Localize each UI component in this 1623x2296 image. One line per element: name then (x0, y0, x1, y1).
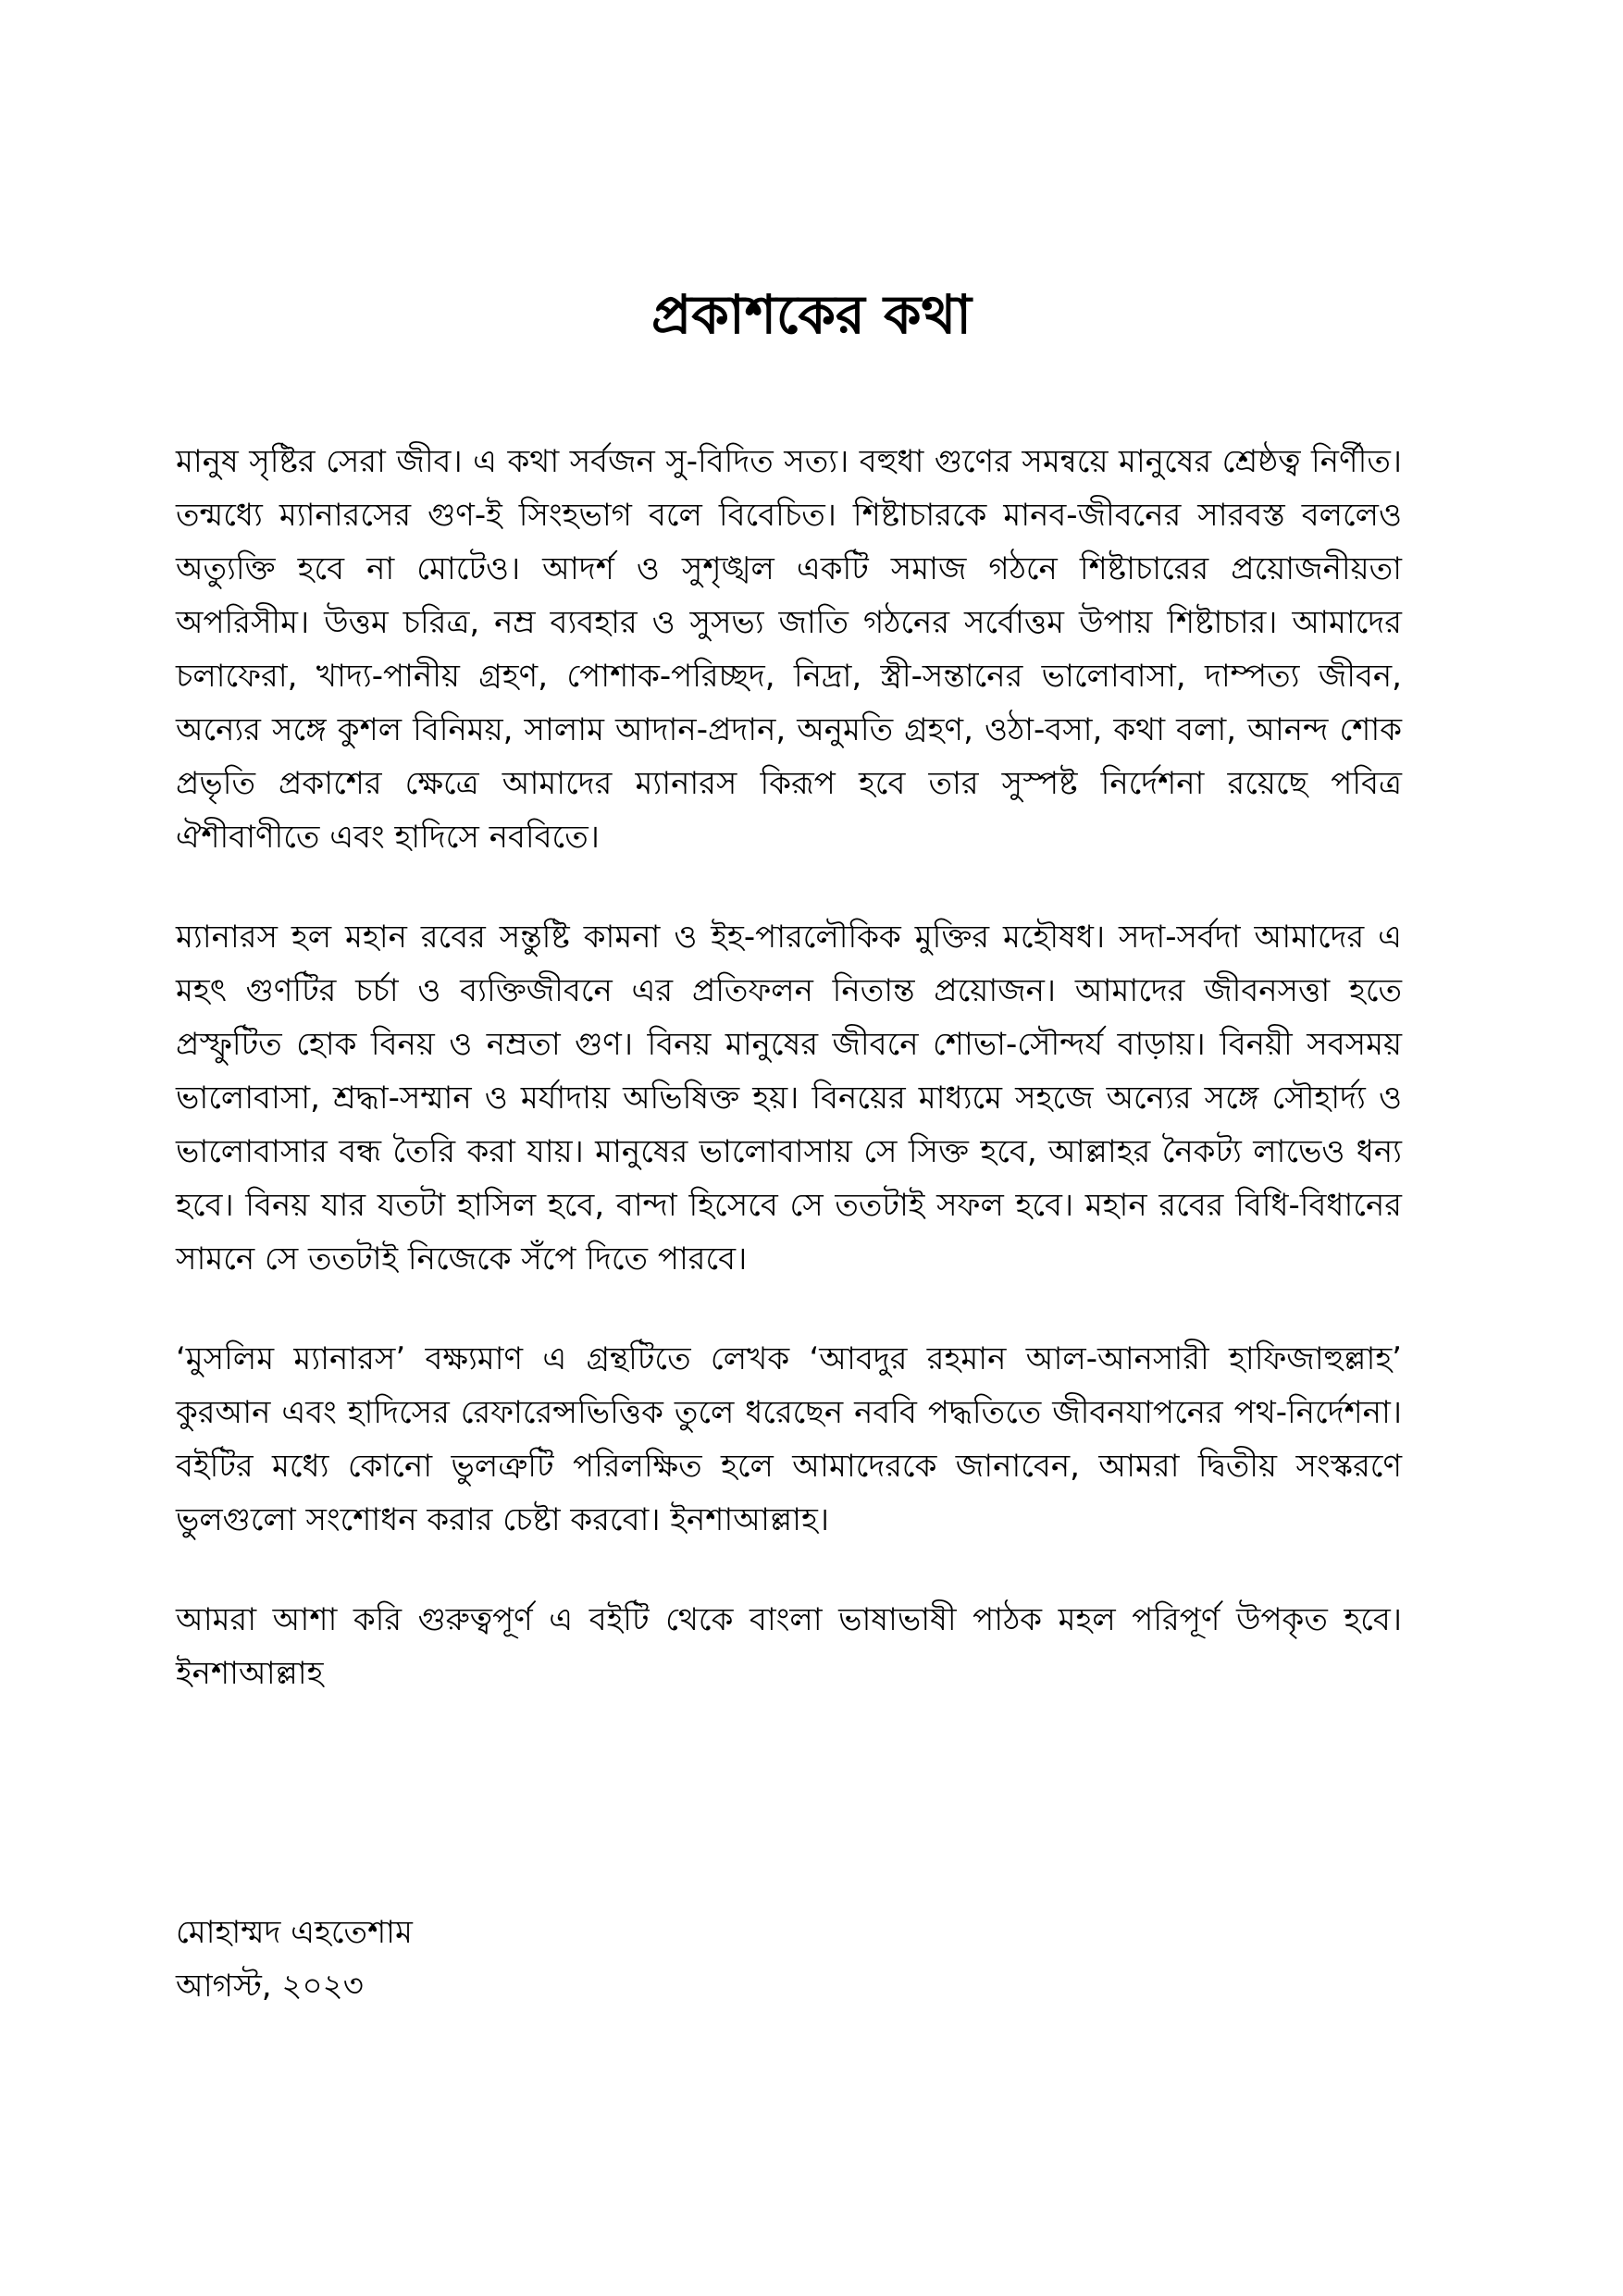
signature-date: আগস্ট, ২০২৩ (176, 1968, 364, 2005)
document-body (176, 435, 1402, 1747)
paragraph-1: মানুষ সৃষ্টির সেরা জীব। এ কথা সর্বজন সু-বিদিত সত্য। বহুধা গুণের সমন্বয়ে মানুষের শ্রেষ্ঠত্ব নির্ণীত। তন্মধ্যে ম্যানারসের গুণ-ই সিংহভাগ বলে বিবেচিত। শিষ্টাচারকে মানব-জীবনের সারবস্ত বললেও অত্যুক্তি হবে না মোটেও। আদর্শ ও সুশৃঙ্খল একটি সমাজ গঠনে শিষ্টাচারের প্রয়োজনীয়তা অপরিসীম। উত্তম চরিত্র, নম্র ব্যবহার ও সুসভ্য জাতি গঠনের সর্বোত্তম উপায় শিষ্টাচার। আমাদের চলাফেরা, খাদ্য-পানীয় গ্রহণ, পোশাক-পরিচ্ছদ, নিদ্রা, স্ত্রী-সন্তানের ভালোবাসা, দাম্পত্য জীবন, অন্যের সঙ্গে কুশল বিনিময়, সালাম আদান-প্রদান, অনুমতি গ্রহণ, ওঠা-বসা, কথা বলা, আনন্দ শোক প্রভৃতি প্রকাশের ক্ষেত্রে আমাদের ম্যানারস কিরূপ হবে তার সুস্পষ্ট নির্দেশনা রয়েছে পবিত্র ঐশীবাণীতে এবং হাদিসে নববিতে। (176, 443, 1402, 856)
signature-name: মোহাম্মদ এহতেশাম (176, 1914, 413, 1951)
signature-block (176, 1906, 413, 2013)
paragraph-2: ম্যানারস হল মহান রবের সন্তুষ্টি কামনা ও ইহ-পারলৌকিক মুক্তির মহৌষধ। সদা-সর্বদা আমাদের এ মহৎ গুণটির চর্চা ও ব্যক্তিজীবনে এর প্রতিফলন নিতান্ত প্রয়োজন। আমাদের জীবনসত্তা হতে প্রস্ফুটিত হোক বিনয় ও নম্রতা গুণ। বিনয় মানুষের জীবনে শোভা-সৌন্দর্য বাড়ায়। বিনয়ী সবসময় ভালোবাসা, শ্রদ্ধা-সম্মান ও মর্যাদায় অভিষিক্ত হয়। বিনয়ের মাধ্যমে সহজে অন্যের সঙ্গে সৌহার্দ্য ও ভালোবাসার বন্ধ তৈরি করা যায়। মানুষের ভালোবাসায় সে সিক্ত হবে, আল্লাহর নৈকট্য লাভেও ধন্য হবে। বিনয় যার যতটা হাসিল হবে, বান্দা হিসেবে সে ততটাই সফল হবে। মহান রবের বিধি-বিধানের সামনে সে ততটাই নিজেকে সঁপে দিতে পারবে। (176, 919, 1402, 1278)
page-title: প্রকাশকের কথা (651, 283, 972, 346)
paragraph-4: আমরা আশা করি গুরুত্বপূর্ণ এ বইটি থেকে বাংলা ভাষাভাষী পাঠক মহল পরিপূর্ণ উপকৃত হবে। ইনশাআল্লাহ (176, 1601, 1402, 1692)
paragraph-3: ‘মুসলিম ম্যানারস’ বক্ষ্যমাণ এ গ্রন্থটিতে লেখক ‘আবদুর রহমান আল-আনসারী হাফিজাহুল্লাহ’ কুরআন এবং হাদিসের রেফারেন্সভিত্তিক তুলে ধরেছেন নববি পদ্ধতিতে জীবনযাপনের পথ-নির্দেশনা। বইটির মধ্যে কোনো ভুলত্রুটি পরিলক্ষিত হলে আমাদেরকে জানাবেন, আমরা দ্বিতীয় সংস্করণে ভুলগুলো সংশোধন করার চেষ্টা করবো। ইনশাআল্লাহ। (176, 1340, 1402, 1538)
